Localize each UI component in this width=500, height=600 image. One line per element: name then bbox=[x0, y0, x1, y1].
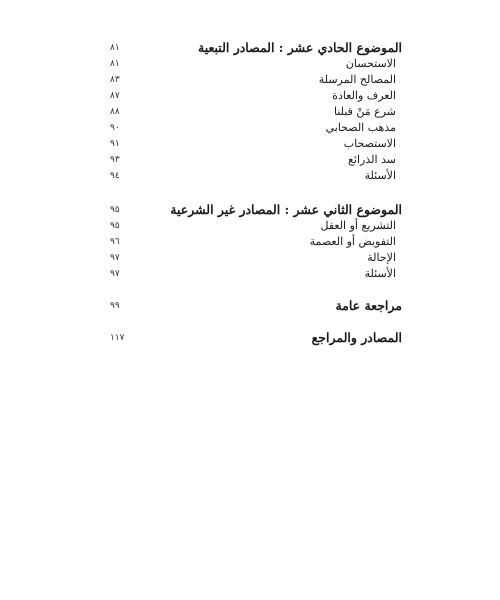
toc-heading-references bbox=[110, 330, 402, 346]
toc-page-number: ٨١ bbox=[110, 59, 120, 69]
toc-heading-title: المصادر والمراجع bbox=[311, 330, 402, 345]
toc-item bbox=[110, 120, 402, 136]
toc-page-number: ٩٣ bbox=[110, 155, 120, 165]
toc-heading-title: الموضوع الثاني عشر : المصادر غير الشرعية bbox=[170, 202, 402, 217]
toc-item bbox=[110, 266, 402, 282]
toc-item-title: سد الذرائع bbox=[348, 153, 396, 166]
toc-item-title: الاستصحاب bbox=[343, 137, 396, 150]
toc-item bbox=[110, 136, 402, 152]
toc-item bbox=[110, 72, 402, 88]
toc-item-title: التفويض أو العصمة bbox=[309, 235, 396, 248]
toc-item bbox=[110, 104, 402, 120]
toc-page-number: ٨٣ bbox=[110, 75, 120, 85]
toc-item-title: الأسئلة bbox=[364, 267, 396, 280]
toc-page-number: ٩٤ bbox=[110, 171, 120, 181]
toc-page-number: ٩٧ bbox=[110, 253, 120, 263]
toc-item-title: الإحالة bbox=[367, 251, 396, 264]
toc-item bbox=[110, 56, 402, 72]
toc-page-number: ٩٠ bbox=[110, 123, 120, 133]
toc-page-number: ٩١ bbox=[110, 139, 120, 149]
toc-heading-review bbox=[110, 298, 402, 314]
toc-page-number: ٩٥ bbox=[110, 221, 120, 231]
toc-page-number: ٨١ bbox=[110, 43, 120, 53]
toc-page-number: ٩٥ bbox=[110, 205, 120, 215]
toc-item-title: مذهب الصحابي bbox=[325, 121, 396, 134]
toc-item bbox=[110, 152, 402, 168]
toc-item-title: العرف والعادة bbox=[332, 89, 396, 102]
toc-page-number: ٨٨ bbox=[110, 107, 120, 117]
toc-page-number: ٩٦ bbox=[110, 237, 120, 247]
toc-page-number: ٩٧ bbox=[110, 269, 120, 279]
toc-heading-section-12 bbox=[110, 202, 402, 218]
toc-heading-section-11 bbox=[110, 40, 402, 56]
toc-item-title: التشريع أو العقل bbox=[320, 219, 396, 232]
toc-item bbox=[110, 218, 402, 234]
toc-item bbox=[110, 168, 402, 184]
toc-item-title: الاستحسان bbox=[345, 57, 396, 70]
toc-item bbox=[110, 234, 402, 250]
toc-page-number: ٩٩ bbox=[110, 301, 120, 311]
toc-item bbox=[110, 250, 402, 266]
toc-item-title: الأسئلة bbox=[364, 169, 396, 182]
toc-heading-title: الموضوع الحادي عشر : المصادر التبعية bbox=[198, 40, 402, 55]
toc-page-number: ٨٧ bbox=[110, 91, 120, 101]
toc-item-title: المصالح المرسلة bbox=[318, 73, 396, 86]
toc-item bbox=[110, 88, 402, 104]
toc-heading-title: مراجعة عامة bbox=[335, 298, 402, 313]
toc-page-number: ١١٧ bbox=[110, 333, 125, 343]
toc-item-title: شرع مَنْ قبلنا bbox=[334, 105, 396, 118]
